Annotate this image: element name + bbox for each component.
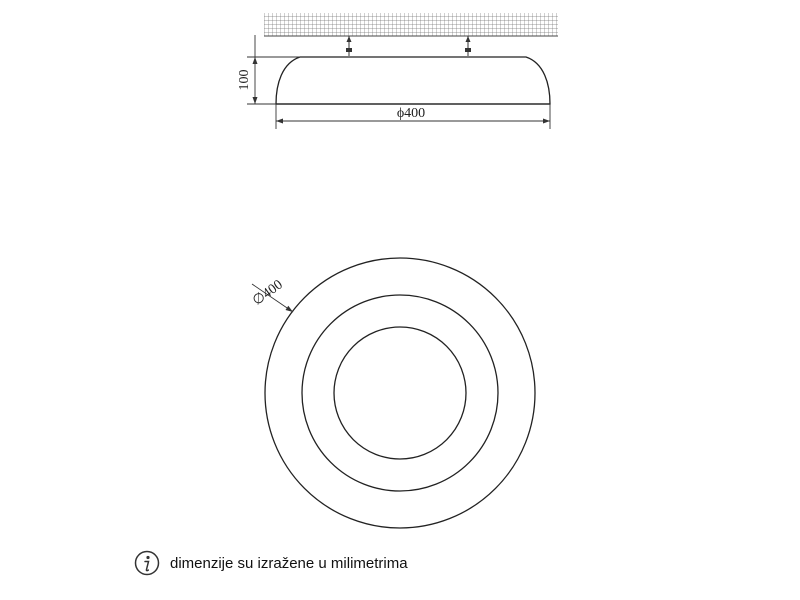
units-note — [134, 548, 408, 578]
top-diameter-label: ∅400 — [250, 277, 286, 309]
units-note-text: dimenzije su izražene u milimetrima — [170, 554, 408, 572]
width-label: ϕ400 — [396, 106, 426, 121]
mounting-rods — [346, 36, 471, 56]
middle-circle — [302, 295, 498, 491]
top-view — [250, 258, 535, 528]
info-icon — [134, 550, 160, 576]
lamp-profile — [276, 57, 550, 104]
height-label: 100 — [237, 69, 252, 91]
side-view — [237, 13, 558, 129]
ceiling-hatch — [264, 13, 558, 36]
inner-circle — [334, 327, 466, 459]
outer-circle — [265, 258, 535, 528]
